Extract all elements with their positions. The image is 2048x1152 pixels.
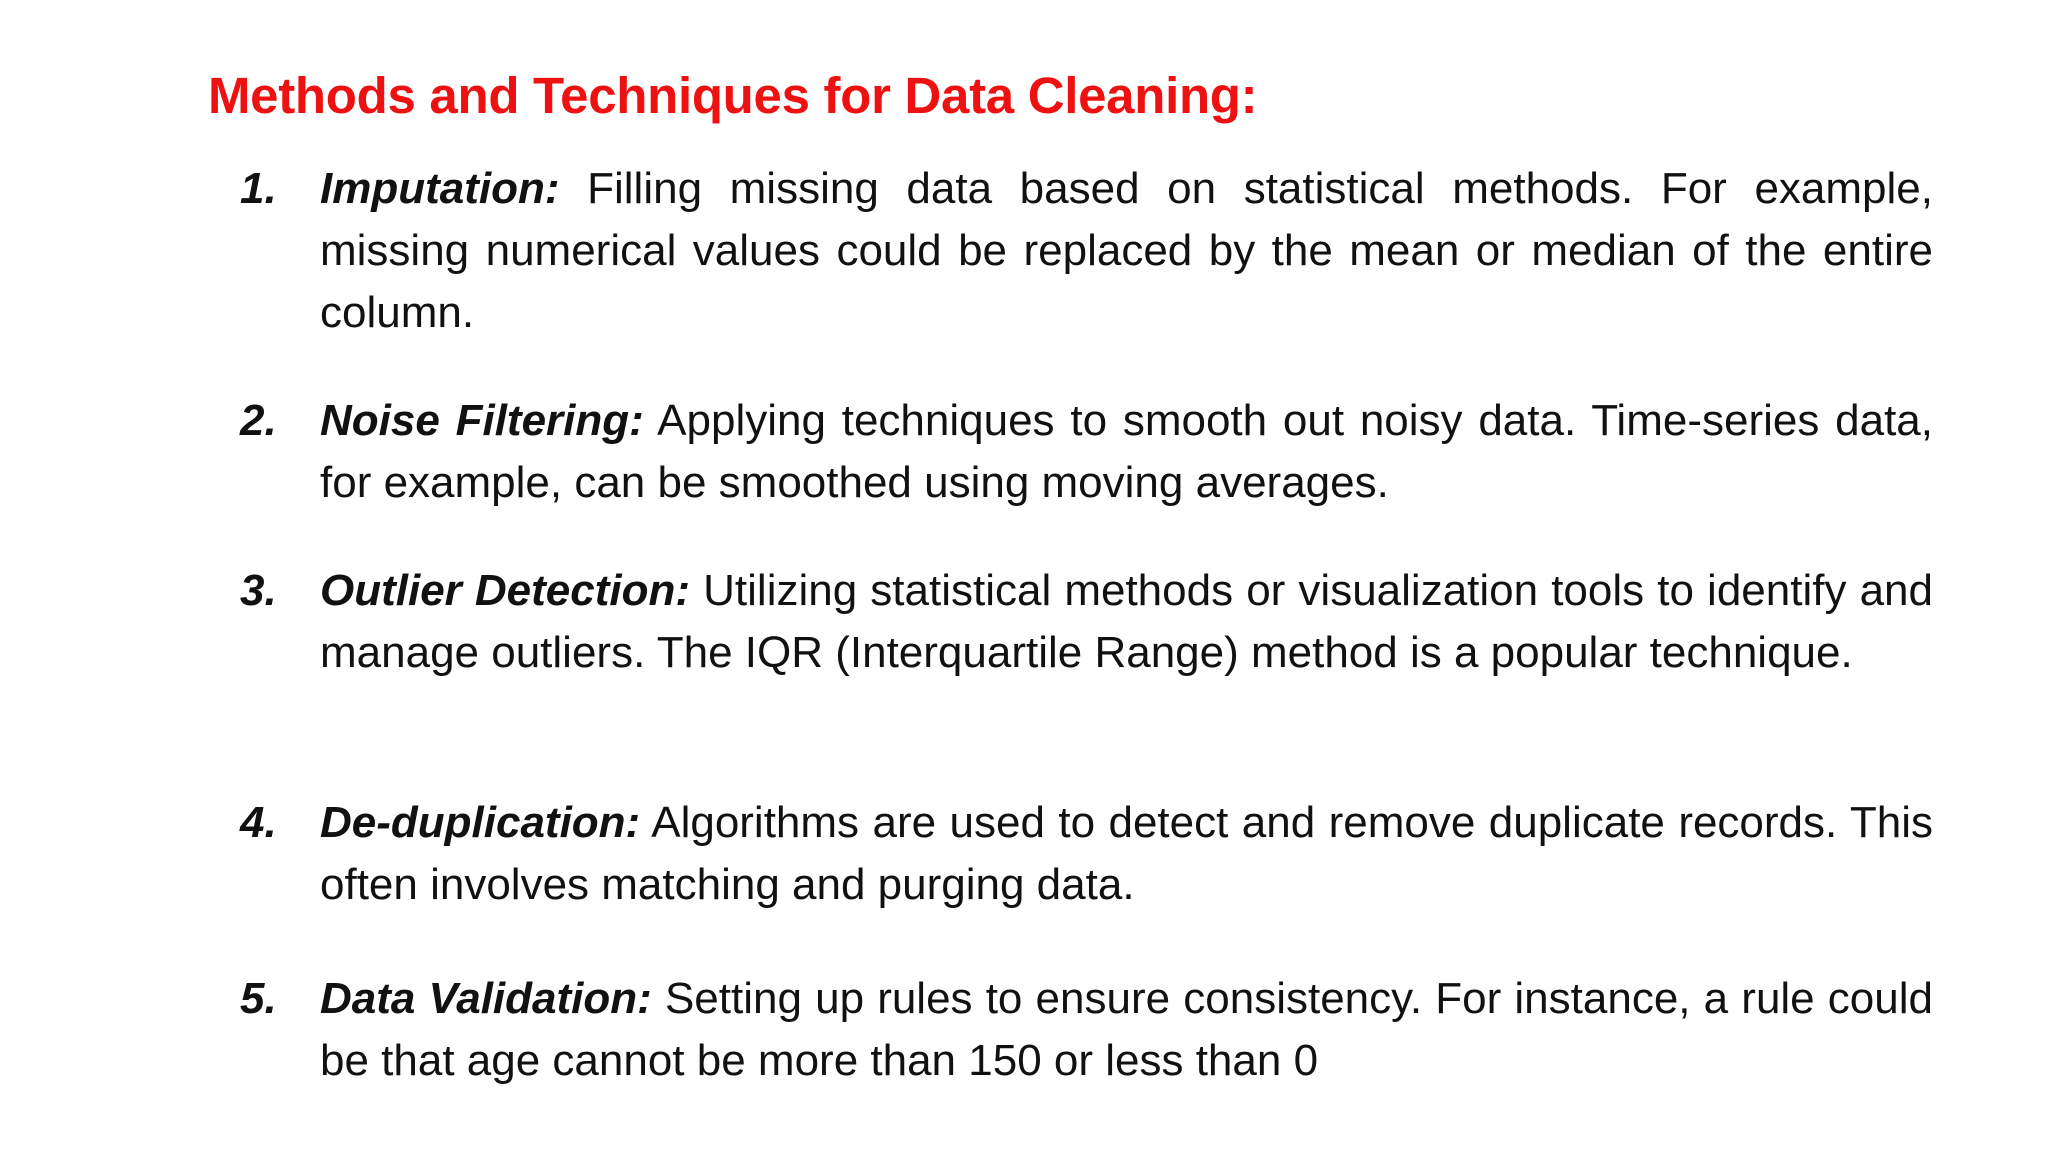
item-number: 2. [240,396,277,445]
item-text-block [320,390,1933,514]
item-number: 3. [240,566,277,615]
item-term: Imputation: [320,164,560,213]
item-description: Algorithms are used to detect and remove duplicate records. This often involves matching and purging data. [320,798,1934,909]
item-term: De-duplication: [320,798,641,847]
item-term: Outlier Detection: [320,566,691,615]
item-term: Noise Filtering: [320,396,644,445]
item-text-block [320,158,1933,344]
item-number: 1. [240,164,277,213]
item-description: Filling missing data based on statistical methods. For example, missing numerical values could be replaced by the mean or median of the entire column. [320,164,1933,337]
item-text-block [320,792,1933,916]
item-description: Applying techniques to smooth out noisy data. Time-series data, for example, can be smoothed using moving averages. [320,396,1933,507]
item-term: Data Validation: [320,974,652,1023]
item-number: 5. [240,974,277,1023]
slide-title: Methods and Techniques for Data Cleaning: [208,67,1258,124]
item-description: Setting up rules to ensure consistency. For instance, a rule could be that age cannot be more than 150 or less than 0 [320,974,1933,1085]
item-description: Utilizing statistical methods or visualization tools to identify and manage outliers. The IQR (Interquartile Range) method is a popular technique. [320,566,1933,677]
item-text-block [320,560,1933,684]
item-number: 4. [240,798,277,847]
item-text-block [320,968,1933,1092]
